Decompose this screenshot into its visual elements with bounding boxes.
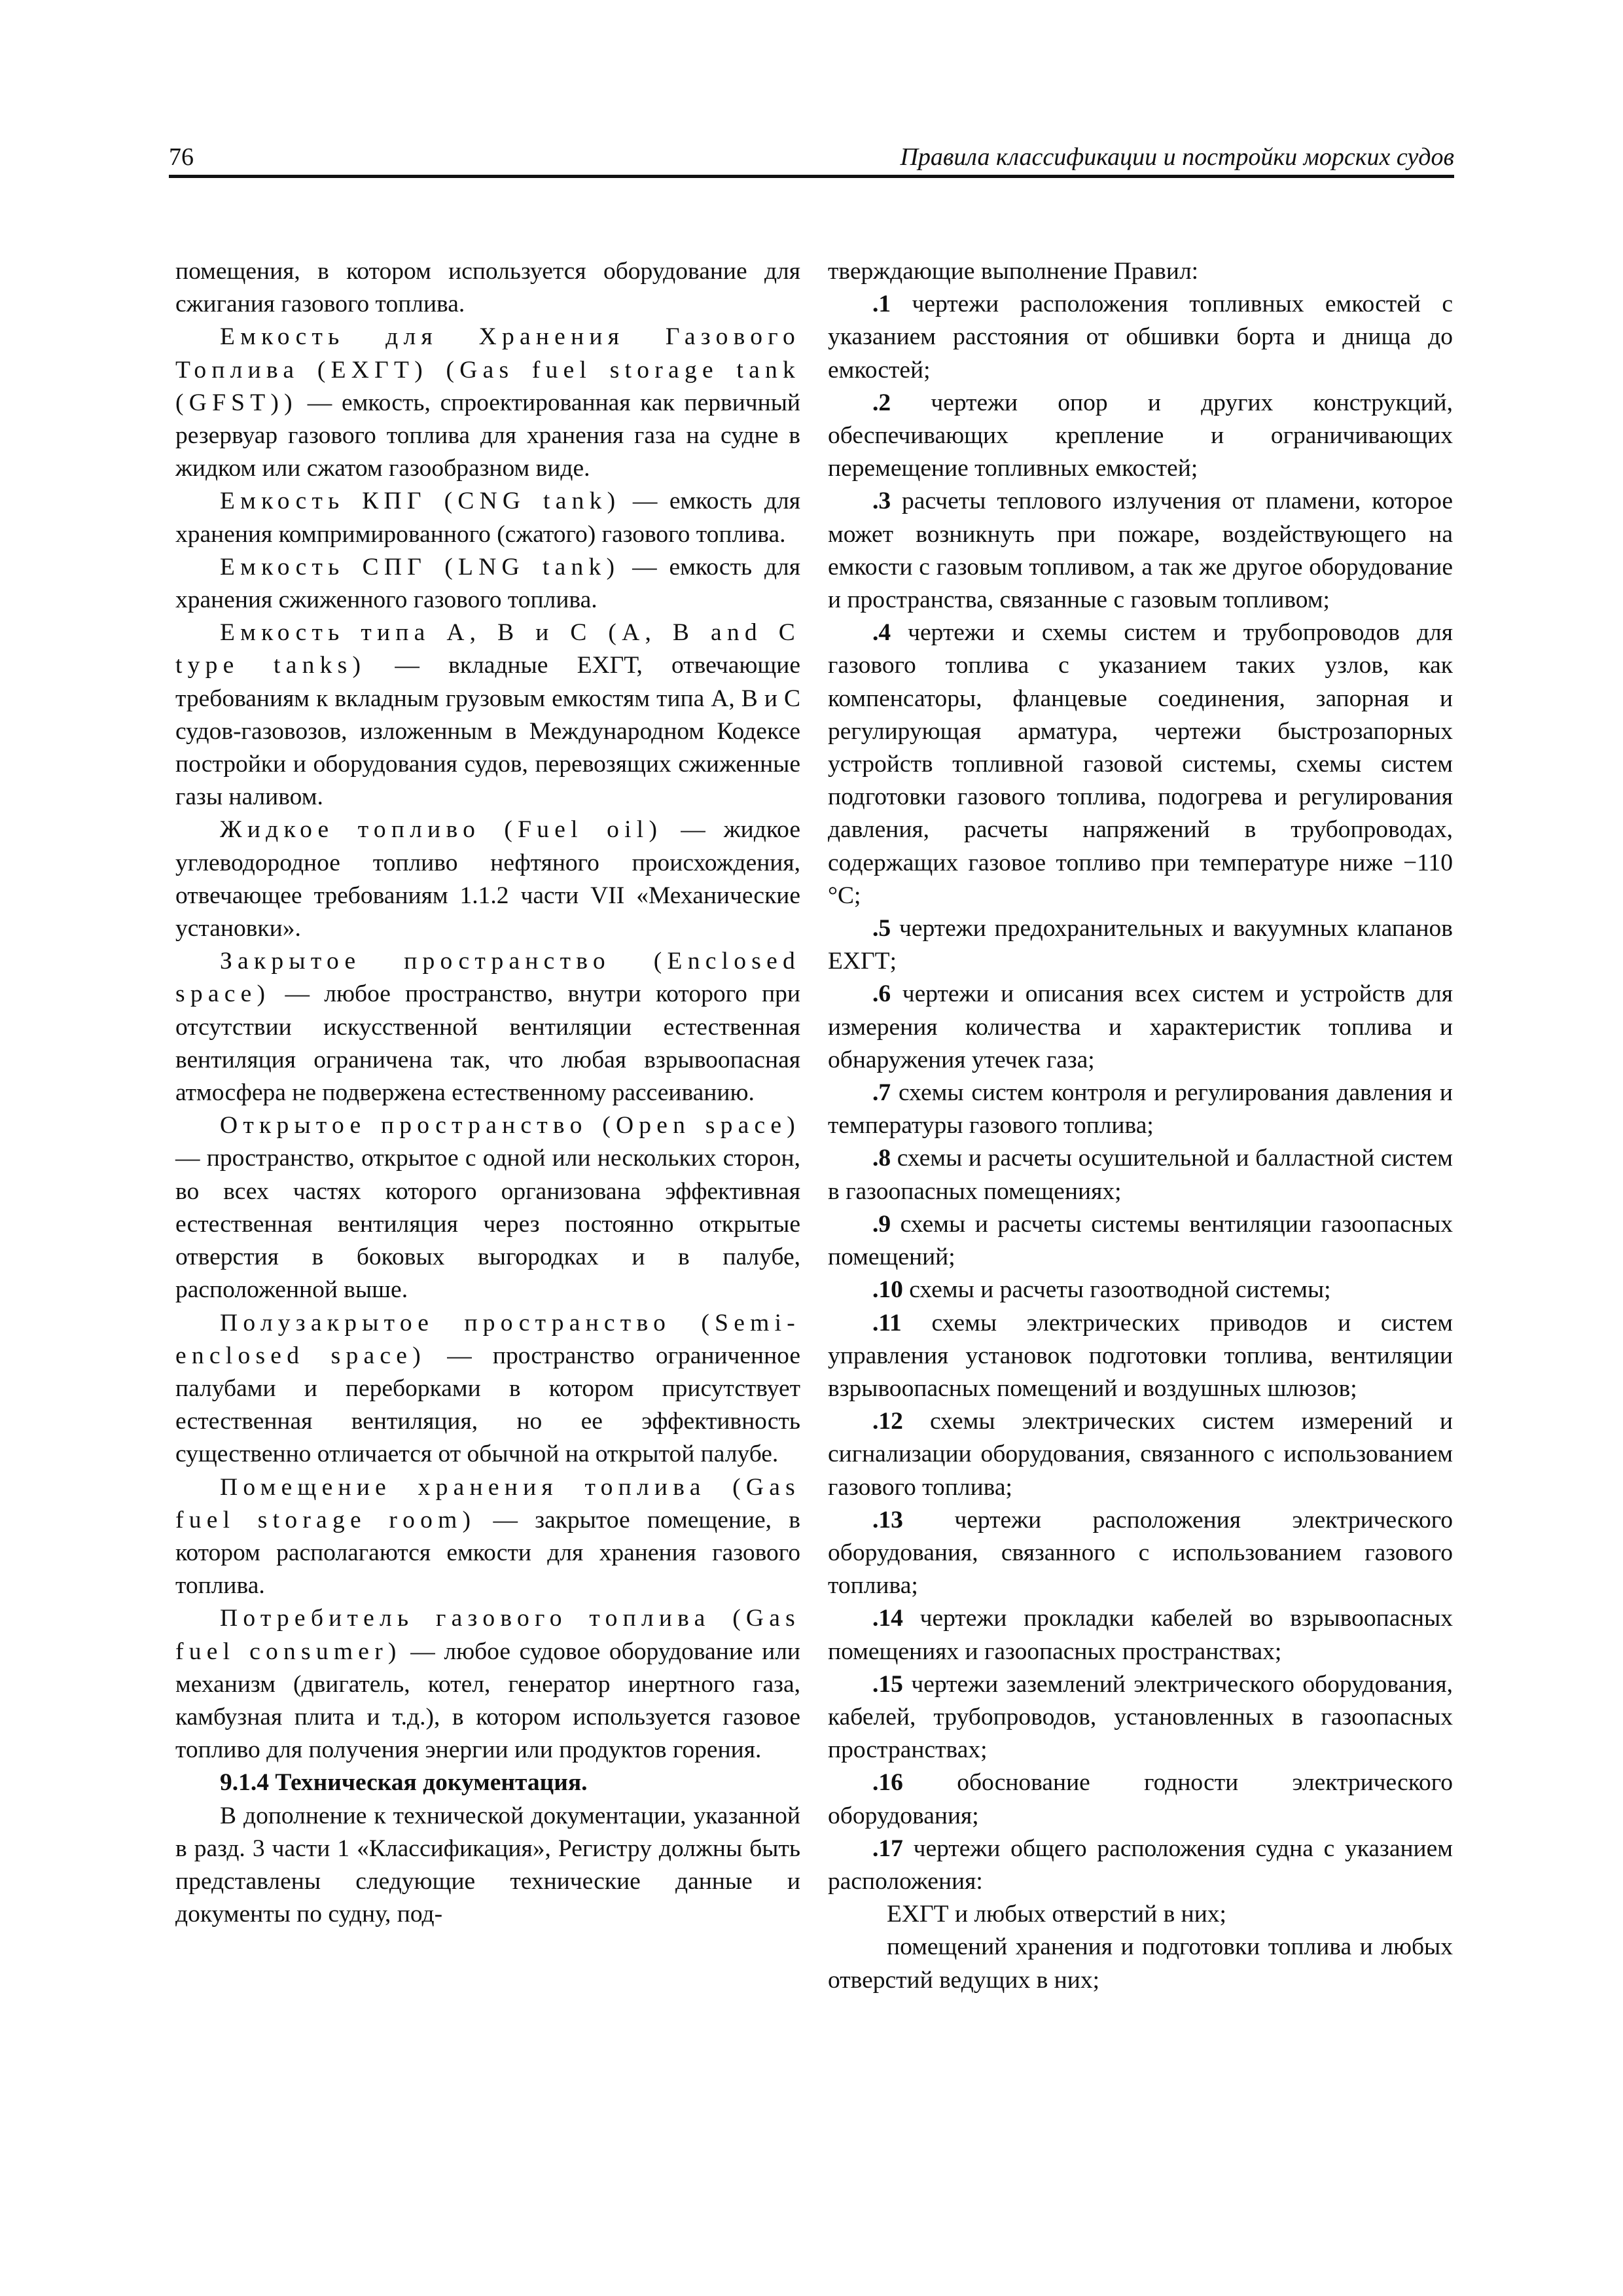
list-item <box>828 912 1453 978</box>
item-number: .8 <box>872 1145 891 1172</box>
list-item <box>828 1767 1453 1832</box>
definition-open-space <box>175 1109 800 1306</box>
item-number: .2 <box>872 389 891 416</box>
definition-lng-tank <box>175 551 800 617</box>
item-text: схемы электрических систем измерений и сигнализации оборудования, связанного с использованием газового топлива; <box>828 1408 1453 1501</box>
definition-text: — емкость для хранения сжиженного газового топлива. <box>175 553 800 614</box>
item-number: .4 <box>872 619 891 647</box>
list-item <box>828 387 1453 486</box>
definition-enclosed-space <box>175 945 800 1109</box>
definition-term: Емкость КПГ (CNG tank) <box>220 488 621 515</box>
item-number: .10 <box>872 1276 903 1304</box>
definition-fuel-oil <box>175 814 800 945</box>
item-text: обоснование годности электрического оборудования; <box>828 1769 1453 1829</box>
list-item <box>828 1668 1453 1767</box>
item-number: .15 <box>872 1670 903 1698</box>
item-number: .9 <box>872 1210 891 1238</box>
paragraph-continuation: помещения, в котором используется оборудование для сжигания газового топлива. <box>175 258 800 318</box>
header-rule <box>169 175 1454 178</box>
list-item <box>828 1208 1453 1274</box>
list-item <box>828 1077 1453 1142</box>
definition-gas-fuel-consumer <box>175 1602 800 1767</box>
item-text: чертежи опор и других конструкций, обеспечивающих крепление и ограничивающих перемещение топливных емкостей; <box>828 389 1453 482</box>
definition-term: Потребитель газового топлива (Gas fuel consumer) <box>175 1605 800 1665</box>
definition-gfst <box>175 321 800 485</box>
definition-type-abc-tanks <box>175 617 800 814</box>
item-text: схемы систем контроля и регулирования давления и температуры газового топлива; <box>828 1079 1453 1139</box>
definition-term: Жидкое топливо (Fuel oil) <box>220 816 663 844</box>
definition-text: — емкость, спроектированная как первичный резервуар газового топлива для хранения газа на судне в жидком или сжатом газообразном виде. <box>175 389 800 482</box>
paragraph-continuation: тверждающие выполнение Правил: <box>828 258 1199 285</box>
item-text: чертежи общего расположения судна с указанием расположения: <box>828 1835 1453 1895</box>
definition-semi-enclosed-space <box>175 1307 800 1471</box>
list-item <box>828 1602 1453 1668</box>
item-number: .17 <box>872 1835 903 1862</box>
definition-term: Емкость СПГ (LNG tank) <box>220 553 620 581</box>
item-text: чертежи предохранительных и вакуумных клапанов ЕХГТ; <box>828 915 1453 975</box>
list-item <box>828 1833 1453 1898</box>
item-number: .5 <box>872 915 891 942</box>
item-number: .14 <box>872 1605 903 1632</box>
item-text: схемы и расчеты газоотводной системы; <box>902 1276 1331 1304</box>
list-item <box>828 978 1453 1077</box>
definition-text: — любое судовое оборудование или механизм (двигатель, котел, генератор инертного газа, камбузная плита и т.д.), в котором используется газовое топливо для получения энергии или продуктов горения. <box>175 1638 800 1764</box>
section-heading: 9.1.4 Техническая документация. <box>220 1769 588 1797</box>
item-number: .11 <box>872 1309 902 1336</box>
page-number: 76 <box>169 143 194 171</box>
definition-cng-tank <box>175 485 800 550</box>
item-text: чертежи прокладки кабелей во взрывоопасных помещениях и газоопасных пространствах; <box>828 1605 1453 1665</box>
item-text: схемы и расчеты осушительной и балластной систем в газоопасных помещениях; <box>828 1145 1453 1205</box>
definition-term: Помещение хранения топлива (Gas fuel storage room) <box>175 1473 800 1534</box>
section-intro: В дополнение к технической документации, указанной в разд. 3 части 1 «Классификация», Регистру должны быть представлены следующие технические данные и документы по судну, под- <box>175 1802 800 1928</box>
item-number: .12 <box>872 1408 903 1435</box>
item-text: схемы и расчеты системы вентиляции газоопасных помещений; <box>828 1210 1453 1271</box>
definition-text: — пространство ограниченное палубами и переборками в котором присутствует естественная вентиляция, но ее эффективность существенно отличается от обычной на открытой палубе. <box>175 1342 800 1468</box>
list-item <box>828 288 1453 387</box>
item-text: чертежи и описания всех систем и устройств для измерения количества и характеристик топлива и обнаружения утечек газа; <box>828 980 1453 1073</box>
list-item <box>828 617 1453 912</box>
item-number: .16 <box>872 1769 903 1797</box>
definition-text: — закрытое помещение, в котором располагаются емкости для хранения газового топлива. <box>175 1506 800 1600</box>
definition-term: Открытое пространство (Open space) <box>220 1112 800 1139</box>
definition-term: Емкость для Хранения Газового Топлива (ЕХГТ) (Gas fuel storage tank (GFST)) <box>175 323 800 416</box>
item-text: схемы электрических приводов и систем управления установок подготовки топлива, вентиляции взрывоопасных помещений и воздушных шлюзов; <box>828 1309 1453 1402</box>
item-number: .13 <box>872 1506 903 1534</box>
list-item <box>828 1504 1453 1603</box>
item-text: чертежи и схемы систем и трубопроводов для газового топлива с указанием таких узлов, как компенсаторы, фланцевые соединения, запорная и регулирующая арматура, чертежи быстрозапорных устройств топливной газовой системы, схемы систем подготовки газового топлива, подогрева и регулирования давления, расчеты напряжений в трубопроводах, содержащих газовое топливо при температуре ниже −110 °С; <box>828 619 1453 909</box>
definition-text: — жидкое углеводородное топливо нефтяного происхождения, отвечающее требованиям 1.1.2 части VII «Механические установки». <box>175 816 800 942</box>
definition-term: Полузакрытое пространство (Semi-enclosed space) <box>175 1309 800 1369</box>
definition-text: — вкладные ЕХГТ, отвечающие требованиям к вкладным грузовым емкостям типа А, В и С судов-газовозов, изложенным в Международном Кодексе постройки и оборудования судов, перевозящих сжиженные газы наливом. <box>175 652 800 811</box>
definition-term: Емкость типа А, В и С (А, В and С type tanks) <box>175 619 800 679</box>
item-number: .1 <box>872 291 891 318</box>
definition-text: — емкость для хранения компримированного (сжатого) газового топлива. <box>175 488 800 548</box>
list-item <box>828 485 1453 617</box>
sub-item: ЕХГТ и любых отверстий в них; <box>887 1901 1226 1928</box>
definition-text: — любое пространство, внутри которого при отсутствии искусственной вентиляции естественная вентиляция ограничена так, что любая взрывоопасная атмосфера не подвержена естественному рассеиванию. <box>175 980 800 1107</box>
sub-item: помещений хранения и подготовки топлива и любых отверстий ведущих в них; <box>828 1933 1453 1994</box>
definition-term: Закрытое пространство (Enclosed space) <box>175 948 800 1008</box>
running-title: Правила классификации и постройки морских судов <box>900 143 1454 171</box>
item-text: чертежи заземлений электрического оборудования, кабелей, трубопроводов, установленных в газоопасных пространствах; <box>828 1670 1453 1764</box>
definition-text: — пространство, открытое с одной или нескольких сторон, во всех частях которого организована эффективная естественная вентиляция через постоянно открытые отверстия в боковых выгородках и в палубе, расположенной выше. <box>175 1145 800 1304</box>
item-number: .3 <box>872 488 891 515</box>
left-column <box>175 255 800 1931</box>
list-item <box>828 1405 1453 1504</box>
item-number: .6 <box>872 980 891 1008</box>
definition-gas-fuel-storage-room <box>175 1471 800 1603</box>
item-text: расчеты теплового излучения от пламени, которое может возникнуть при пожаре, воздействующего на емкости с газовым топливом, а так же другое оборудование и пространства, связанные с газовым топливом; <box>828 488 1453 614</box>
list-item <box>828 1307 1453 1406</box>
item-text: чертежи расположения электрического оборудования, связанного с использованием газового топлива; <box>828 1506 1453 1600</box>
list-item <box>828 1274 1453 1306</box>
item-text: чертежи расположения топливных емкостей с указанием расстояния от обшивки борта и днища до емкостей; <box>828 291 1453 384</box>
right-column <box>828 255 1453 1997</box>
list-item <box>828 1142 1453 1208</box>
item-number: .7 <box>872 1079 891 1107</box>
